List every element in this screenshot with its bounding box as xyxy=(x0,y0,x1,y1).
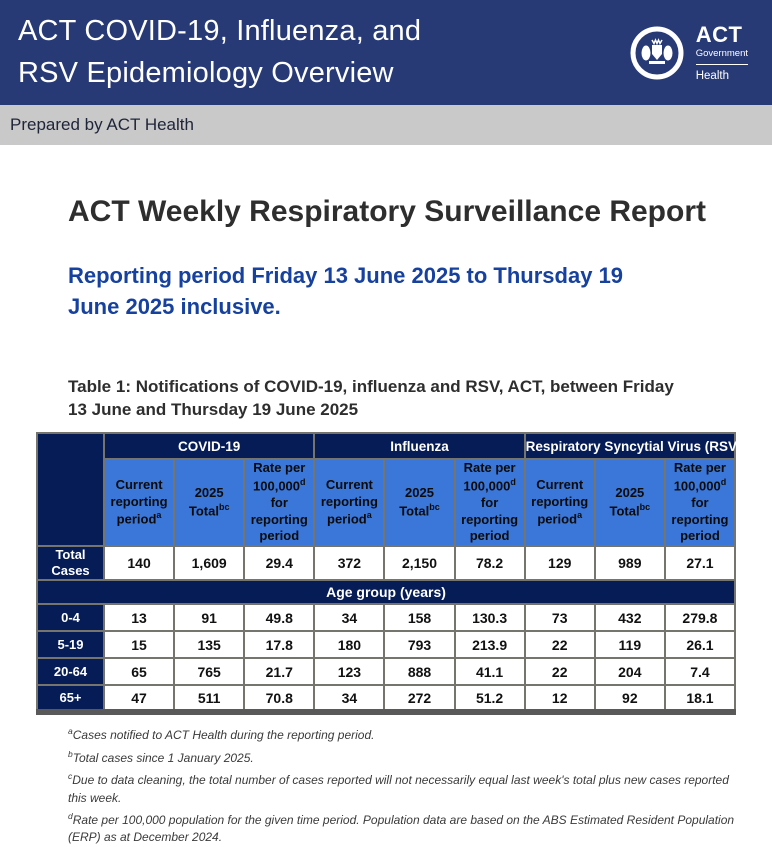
footnote-d: $^d$Rate per 100,000 population for the given time period. Population data are based on the ABS Estimated Resident Population (ERP) as at December 2024. xyxy=(68,810,735,845)
cell-0-4-covid-rate: 49.8 xyxy=(244,604,314,631)
cell-65-flu-current: 34 xyxy=(314,685,384,712)
subheader-rsv-rate: Rate per 100,000$^d$ for reporting period xyxy=(665,459,735,545)
table-row-total-cases xyxy=(37,546,735,581)
footnote-c: $^c$Due to data cleaning, the total number of cases reported will not necessarily equal last week's total plus new cases reported this week. xyxy=(68,771,729,805)
cell-5-19-flu-rate: 213.9 xyxy=(455,631,525,658)
table-group-header-row xyxy=(37,433,735,459)
table-row-age-0-4 xyxy=(37,604,735,631)
cell-0-4-rsv-current: 73 xyxy=(525,604,595,631)
cell-total-flu-total: 2,150 xyxy=(384,546,454,581)
group-header-influenza: Influenza xyxy=(314,433,524,459)
banner-title-line2: RSV Epidemiology Overview xyxy=(18,56,394,89)
subheader-flu-current: Current reporting period$^a$ xyxy=(314,459,384,545)
subheader-rsv-current: Current reporting period$^a$ xyxy=(525,459,595,545)
footnote-a: $^a$Cases notified to ACT Health during the reporting period. xyxy=(68,726,375,743)
cell-65-covid-total: 511 xyxy=(174,685,244,712)
age-group-band-row xyxy=(37,580,735,604)
banner-title xyxy=(18,11,421,93)
cell-total-flu-current: 372 xyxy=(314,546,384,581)
table-corner-cell xyxy=(37,433,104,545)
cell-20-64-rsv-rate: 7.4 xyxy=(665,658,735,685)
table-row-age-65plus xyxy=(37,685,735,712)
table-row-age-5-19 xyxy=(37,631,735,658)
cell-65-flu-rate: 51.2 xyxy=(455,685,525,712)
cell-65-flu-total: 272 xyxy=(384,685,454,712)
cell-0-4-covid-total: 91 xyxy=(174,604,244,631)
cell-total-covid-rate: 29.4 xyxy=(244,546,314,581)
cell-65-rsv-rate: 18.1 xyxy=(665,685,735,712)
cell-total-flu-rate: 78.2 xyxy=(455,546,525,581)
cell-65-rsv-total: 92 xyxy=(595,685,665,712)
cell-65-rsv-current: 12 xyxy=(525,685,595,712)
prepared-by-text: Prepared by ACT Health xyxy=(10,115,194,134)
cell-65-covid-current: 47 xyxy=(104,685,174,712)
cell-0-4-flu-current: 34 xyxy=(314,604,384,631)
prepared-by-bar xyxy=(0,105,772,145)
subheader-flu-total: 2025 Total$^{bc}$ xyxy=(384,459,454,545)
act-government-logo xyxy=(629,21,748,82)
cell-total-covid-current: 140 xyxy=(104,546,174,581)
act-crest-icon xyxy=(629,25,685,81)
cell-0-4-flu-total: 158 xyxy=(384,604,454,631)
table1-caption: Table 1: Notifications of COVID-19, influenza and RSV, ACT, between Friday 13 June and Thursday 19 June 2025 xyxy=(68,376,674,419)
cell-total-covid-total: 1,609 xyxy=(174,546,244,581)
cell-20-64-rsv-total: 204 xyxy=(595,658,665,685)
subheader-covid-rate: Rate per 100,000$^d$ for reporting period xyxy=(244,459,314,545)
group-header-rsv: Respiratory Syncytial Virus (RSV) xyxy=(525,433,735,459)
banner-title-line1: ACT COVID-19, Influenza, and xyxy=(18,15,422,48)
subheader-rsv-total: 2025 Total$^{bc}$ xyxy=(595,459,665,545)
footnote-b: $^b$Total cases since 1 January 2025. xyxy=(68,748,254,765)
cell-65-covid-rate: 70.8 xyxy=(244,685,314,712)
report-banner xyxy=(0,0,772,105)
cell-5-19-flu-current: 180 xyxy=(314,631,384,658)
logo-health-label: Health xyxy=(695,69,729,82)
logo-government-label: Government xyxy=(696,48,748,65)
row-label-age-20-64: 20-64 xyxy=(37,658,104,685)
row-label-age-65plus: 65+ xyxy=(37,685,104,712)
cell-20-64-flu-total: 888 xyxy=(384,658,454,685)
table-subheader-row xyxy=(37,459,735,545)
cell-0-4-rsv-total: 432 xyxy=(595,604,665,631)
cell-5-19-covid-current: 15 xyxy=(104,631,174,658)
row-label-age-0-4: 0-4 xyxy=(37,604,104,631)
cell-5-19-rsv-rate: 26.1 xyxy=(665,631,735,658)
reporting-period-text: Reporting period Friday 13 June 2025 to Thursday 19 June 2025 inclusive. xyxy=(68,263,624,319)
cell-20-64-flu-rate: 41.1 xyxy=(455,658,525,685)
cell-5-19-rsv-total: 119 xyxy=(595,631,665,658)
cell-20-64-covid-rate: 21.7 xyxy=(244,658,314,685)
cell-0-4-rsv-rate: 279.8 xyxy=(665,604,735,631)
logo-text xyxy=(695,21,748,82)
table-row-age-20-64 xyxy=(37,658,735,685)
subheader-flu-rate: Rate per 100,000$^d$ for reporting period xyxy=(455,459,525,545)
cell-5-19-rsv-current: 22 xyxy=(525,631,595,658)
page-title: ACT Weekly Respiratory Surveillance Report xyxy=(68,195,706,228)
row-label-age-5-19: 5-19 xyxy=(37,631,104,658)
cell-0-4-covid-current: 13 xyxy=(104,604,174,631)
row-label-total-cases: Total Cases xyxy=(37,546,104,581)
cell-20-64-covid-total: 765 xyxy=(174,658,244,685)
cell-5-19-covid-total: 135 xyxy=(174,631,244,658)
notifications-table xyxy=(36,432,742,715)
cell-20-64-rsv-current: 22 xyxy=(525,658,595,685)
group-header-covid: COVID-19 xyxy=(104,433,314,459)
cell-20-64-flu-current: 123 xyxy=(314,658,384,685)
subheader-covid-current: Current reporting period$^a$ xyxy=(104,459,174,545)
cell-20-64-covid-current: 65 xyxy=(104,658,174,685)
cell-total-rsv-total: 989 xyxy=(595,546,665,581)
footnotes xyxy=(68,725,736,846)
cell-5-19-flu-total: 793 xyxy=(384,631,454,658)
cell-total-rsv-rate: 27.1 xyxy=(665,546,735,581)
cell-5-19-covid-rate: 17.8 xyxy=(244,631,314,658)
report-body xyxy=(0,192,772,847)
cell-0-4-flu-rate: 130.3 xyxy=(455,604,525,631)
age-group-band-label: Age group (years) xyxy=(37,580,735,604)
logo-act-label: ACT xyxy=(695,21,743,47)
subheader-covid-total: 2025 Total$^{bc}$ xyxy=(174,459,244,545)
cell-total-rsv-current: 129 xyxy=(525,546,595,581)
